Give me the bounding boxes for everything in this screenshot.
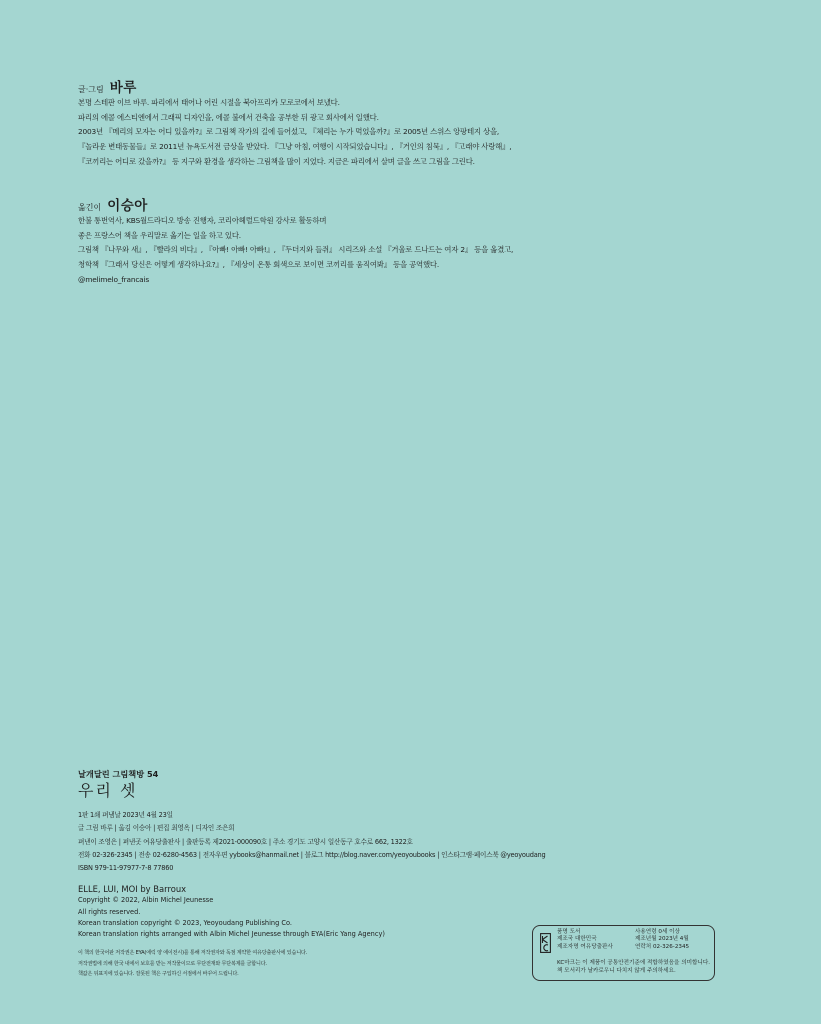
author-bio-line: 『놀라운 변태동물들』로 2011년 뉴욕도서전 금상을 받았다. 『그냥 아침, 여행이 시작되었습니다』, 『거인의 침묵』, 『고래야 사랑해』,	[78, 142, 512, 152]
kc-age: 사용연령 0세 이상	[635, 929, 680, 935]
translator-heading	[78, 194, 513, 214]
author-name: 바루	[109, 80, 137, 96]
publisher-line: 펴낸이 조영은 | 펴낸곳 여유당출판사 | 출판등록 제2021-000090호 | 주소 경기도 고양시 일산동구 호수로 662, 1322호	[78, 837, 413, 846]
series-name: 날개달린 그림책방 54	[78, 769, 159, 779]
kc-mark-icon	[540, 933, 551, 953]
contact-line: 전화 02-326-2345 | 전송 02-6280-4563 | 전자우편 yybooks@hanmail.net | 블로그 http://blog.naver.com/yeoyoubooks | 인스타그램·페이스북 @yeoyoudang	[78, 850, 546, 859]
kc-warning: 책 모서리가 날카로우니 다치지 않게 주의하세요.	[557, 968, 676, 975]
edition-line: 1판 1쇄 펴냄날 2023년 4월 23일	[78, 811, 173, 819]
colophon	[78, 768, 546, 980]
kc-warning: KC마크는 이 제품이 공통안전기준에 적합하였음을 의미합니다.	[557, 960, 711, 966]
translator-bio	[78, 194, 513, 288]
kc-product-info	[557, 929, 613, 951]
author-role: 글·그림	[78, 85, 104, 94]
translator-bio-line: 그림책 『나무와 새』, 『빨라의 비다』, 『아빠! 아빠! 아빠!』, 『두더지와 들쥐』 시리즈와 소설 『거울로 드나드는 여자 2』 등을 옮겼고,	[78, 245, 514, 255]
translator-role: 옮긴이	[78, 203, 102, 212]
legal-notice: 이 책의 한국어판 저작권은 EYA(에릭 양 에이전시)를 통해 저작권자와 독점 계약한 여유당출판사에 있습니다.	[78, 950, 308, 957]
copyright-line: All rights reserved.	[78, 907, 141, 916]
kc-warnings	[557, 959, 710, 976]
copyright-line: Korean translation rights arranged with Albin Michel Jeunesse through EYA(Eric Yang Agency)	[78, 930, 385, 939]
translator-bio-line: 좋은 프랑스어 책을 우리말로 옮기는 일을 하고 있다.	[78, 230, 241, 240]
legal-notice: 저작권법에 의해 한국 내에서 보호를 받는 저작물이므로 무단전재와 무단복제를 금합니다.	[78, 960, 267, 967]
author-bio	[78, 76, 511, 170]
translator-name: 이승아	[107, 198, 148, 214]
isbn-line: ISBN 979-11-97977-7-8 77860	[78, 864, 174, 873]
kc-usage-info	[635, 929, 689, 951]
kc-origin: 제조국 대한민국	[557, 936, 597, 943]
kc-manufacturer: 제조자명 여유당출판사	[557, 943, 613, 950]
copyright-line: Copyright © 2022, Albin Michel Jeunesse	[78, 896, 214, 905]
credits-line: 글 그림 바루 | 옮김 이승아 | 편집 최영옥 | 디자인 조은희	[78, 824, 235, 833]
kc-item: 품명 도서	[557, 929, 581, 935]
author-heading	[78, 76, 511, 96]
kc-safety-label	[532, 925, 715, 981]
translator-instagram: @melimelo_francais	[78, 274, 150, 284]
author-bio-line: 파리의 에콜 에스티엔에서 그래픽 디자인을, 에콜 불에서 건축을 공부한 뒤 광고 회사에서 일했다.	[78, 112, 379, 122]
author-bio-line: 본명 스테판 이브 바루. 파리에서 태어나 어린 시절을 북아프리카 모로코에서 보냈다.	[78, 98, 340, 107]
translator-bio-line: 청학책 『그래서 당신은 어떻게 생각하나요?』, 『세상이 온통 회색으로 보이면 코끼리를 움직여봐』 등을 공역했다.	[78, 260, 439, 270]
kc-date: 제조년월 2023년 4월	[635, 936, 689, 943]
author-bio-line: 2003년 『메리의 모자는 어디 있을까?』로 그림책 작가의 길에 들어섰고, 『체리는 누가 먹었을까?』로 2005년 스위스 앙팡테지 상을,	[78, 127, 500, 137]
book-title: 우리 셋	[78, 781, 138, 800]
original-title: ELLE, LUI, MOI by Barroux	[78, 884, 187, 895]
kc-contact: 연락처 02-326-2345	[635, 943, 690, 950]
translator-bio-line: 한불 통번역사, KBS월드라디오 방송 진행자, 코리아헤럴드학원 강사로 활동하며	[78, 216, 327, 225]
legal-notice: 책값은 뒤표지에 있습니다. 잘못된 책은 구입하신 서점에서 바꾸어 드립니다.	[78, 971, 239, 978]
copyright-line: Korean translation copyright © 2023, Yeoyoudang Publishing Co.	[78, 918, 292, 927]
author-bio-line: 『코끼리는 어디로 갔을까?』 등 지구와 환경을 생각하는 그림책을 많이 지었다. 지금은 파리에서 살며 글을 쓰고 그림을 그린다.	[78, 156, 475, 166]
